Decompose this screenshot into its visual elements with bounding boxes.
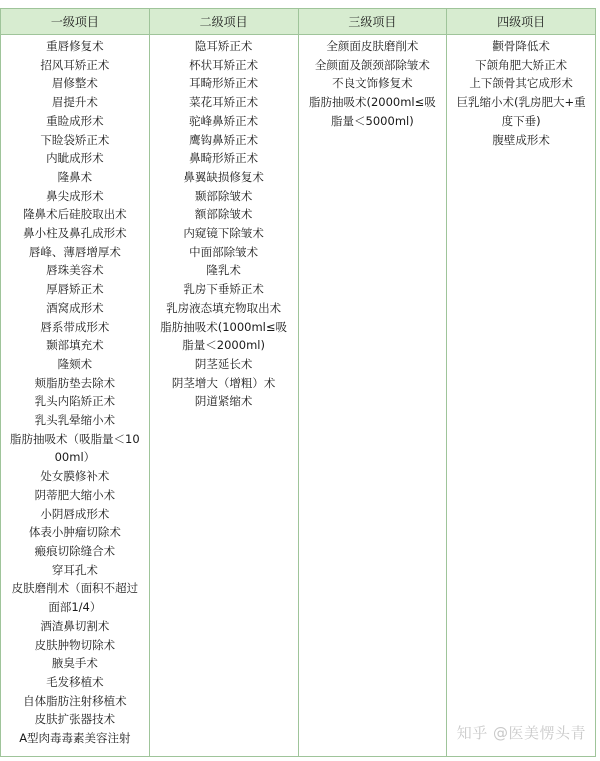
table-cell-item: 脂肪抽吸术(1000ml≤吸脂量＜2000ml)	[160, 319, 288, 353]
table-cell-item: 上下颌骨其它成形术	[469, 76, 573, 91]
table-body-row	[1, 35, 595, 757]
surgery-classification-table	[0, 8, 596, 757]
table-cell-item: 颞部除皱术	[194, 188, 253, 203]
column-level-4	[447, 35, 595, 757]
table-cell-item: 腋臭手术	[51, 656, 98, 671]
table-cell-item: 菜花耳矫正术	[189, 95, 259, 110]
table-cell-item: 小阴唇成形术	[40, 506, 110, 521]
table-cell-item: 内窥镜下除皱术	[183, 226, 264, 241]
table-cell-item: 鼻尖成形术	[46, 188, 104, 203]
table-cell-item: 阴蒂肥大缩小术	[34, 487, 116, 502]
header-level-2: 二级项目	[150, 9, 299, 34]
column-level-3	[299, 35, 448, 757]
header-level-3: 三级项目	[299, 9, 448, 34]
table-cell-item: 唇峰、薄唇增厚术	[28, 244, 121, 259]
table-cell-item: 阴茎延长术	[194, 356, 253, 371]
table-cell-item: 中面部除皱术	[189, 244, 259, 259]
table-cell-item: 体表小肿瘤切除术	[28, 525, 121, 540]
table-cell-item: 不良文饰修复术	[332, 76, 413, 91]
table-cell-item: 杯状耳矫正术	[189, 57, 259, 72]
table-cell-item: 阴道紧缩术	[194, 394, 253, 409]
table-cell-item: 颧骨降低术	[492, 39, 550, 53]
table-cell-item: 耳畸形矫正术	[189, 76, 259, 91]
table-cell-item: 唇系带成形术	[40, 319, 110, 334]
table-cell-item: 乳房下垂矫正术	[183, 282, 264, 297]
table-cell-item: 巨乳缩小术(乳房肥大+重度下垂)	[456, 95, 586, 128]
table-cell-item: 驼峰鼻矫正术	[189, 113, 259, 128]
table-cell-item: 鼻畸形矫正术	[189, 151, 259, 166]
table-cell-item: 脂肪抽吸术(2000ml≤吸脂量＜5000ml)	[308, 95, 436, 128]
table-cell-item: 阴茎增大（增粗）术	[171, 375, 276, 390]
table-cell-item: 全颜面及颌颈部除皱术	[314, 57, 430, 72]
table-cell-item: 皮肤磨削术（面积不超过面部1/4）	[11, 581, 139, 615]
table-cell-item: 隐耳矫正术	[194, 39, 253, 53]
table-cell-item: 瘢痕切除缝合术	[34, 543, 116, 558]
table-cell-item: 鹰钩鼻矫正术	[189, 132, 259, 147]
header-level-1: 一级项目	[1, 9, 150, 34]
table-cell-item: 全颜面皮肤磨削术	[326, 39, 419, 53]
table-cell-item: 隆鼻术后硅胶取出术	[23, 207, 127, 222]
table-cell-item: 皮肤肿物切除术	[34, 637, 116, 652]
table-cell-item: 乳头内陷矫正术	[34, 394, 116, 409]
table-cell-item: 眉修整术	[51, 76, 98, 91]
table-cell-item: 厚唇矫正术	[46, 282, 104, 297]
table-cell-item: 隆乳术	[206, 263, 241, 278]
table-cell-item: 鼻翼缺损修复术	[183, 169, 264, 184]
table-cell-item: 毛发移植术	[46, 674, 104, 689]
table-cell-item: 隆颏术	[57, 356, 93, 371]
zhihu-watermark: 知乎 @医美愣头青	[456, 724, 586, 742]
table-cell-item: 颞部填充术	[46, 338, 104, 353]
table-cell-item: 乳房液态填充物取出术	[166, 300, 282, 315]
column-level-2	[150, 35, 299, 757]
table-cell-item: 内眦成形术	[46, 151, 104, 166]
table-cell-item: 下颌角肥大矫正术	[475, 57, 568, 72]
table-cell-item: 颊脂肪垫去除术	[34, 375, 116, 390]
table-cell-item: 酒渣鼻切割术	[40, 618, 110, 633]
table-cell-item: 隆鼻术	[57, 169, 93, 184]
table-cell-item: 重睑成形术	[46, 113, 104, 128]
table-cell-item: 脂肪抽吸术（吸脂量＜1000ml）	[10, 431, 140, 465]
table-cell-item: 眉提升术	[51, 95, 98, 110]
table-cell-item: 皮肤扩张器技术	[34, 712, 116, 727]
table-cell-item: 酒窝成形术	[46, 300, 104, 315]
table-cell-item: 唇珠美容术	[46, 263, 104, 278]
table-header-row	[1, 9, 595, 35]
column-level-1	[1, 35, 150, 757]
table-cell-item: 额部除皱术	[194, 207, 253, 222]
table-cell-item: 穿耳孔术	[51, 562, 98, 577]
table-cell-item: 自体脂肪注射移植术	[23, 693, 127, 708]
table-cell-item: 重唇修复术	[46, 39, 104, 53]
header-level-4: 四级项目	[497, 15, 546, 29]
table-cell-item: A型肉毒毒素美容注射	[19, 731, 131, 746]
table-cell-item: 招风耳矫正术	[40, 57, 110, 72]
table-cell-item: 下睑袋矫正术	[40, 132, 110, 147]
table-cell-item: 腹壁成形术	[492, 132, 550, 147]
table-cell-item: 鼻小柱及鼻孔成形术	[23, 226, 127, 241]
table-cell-item: 乳头乳晕缩小术	[34, 413, 116, 428]
table-cell-item: 处女膜修补术	[40, 469, 110, 484]
